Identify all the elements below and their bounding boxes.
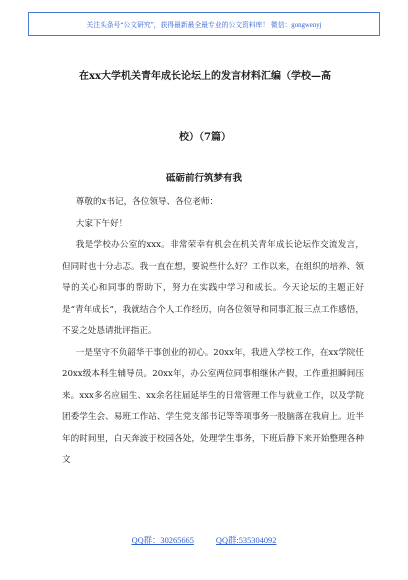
salutation: 尊敬的x书记，各位领导、各位老师： [75, 197, 219, 207]
greeting: 大家下午好！ [75, 218, 128, 229]
document-body [62, 192, 364, 472]
footer-qq-group-1: QQ群：30265665 [131, 536, 194, 545]
header-banner [28, 12, 380, 36]
paragraph-1: 我是学校办公室的xxx。非常荣幸有机会在机关青年成长论坛作交流发言，但同时也十分忐忑。我一直在想，要说些什么好？工作以来，在组织的培养、领导的关心和同事的帮助下，努力在实践中学习和成长。今天论坛的主题正好是“青年成长”，我就结合个人工作经历，向各位领导和同事汇报三点工作感悟，不妥之处恳请批评指正。 [62, 240, 364, 336]
paragraph-2: 一是坚守不负韶华干事创业的初心。20xx年，我进入学校工作，在xx学院任20xx级本科生辅导员。20xx年，办公室两位同事相继休产假，工作重担瞬间压来。xxx多名应届生、xx余名往届延毕生的日常管理工作与就业工作，以及学院团委学生会、易班工作站、学生党支部书记等等项事务一股脑落在我肩上。近半年的时间里，白天奔波于校园各处，处理学生事务，下班后静下来开始整理各种文 [62, 347, 364, 465]
header-banner-text: 关注头条号“公文研究”，获得最新最全最专业的公文资料库！ 微信：gongwenyj [86, 22, 322, 29]
document-title-line-2: 校）（7篇） [179, 132, 231, 143]
document-subtitle: 砥砺前行筑梦有我 [165, 173, 242, 184]
document-title-line-1: 在xx大学机关青年成长论坛上的发言材料汇编（学校—高 [79, 71, 331, 82]
footer-qq-group-2: QQ群:535304092 [215, 536, 277, 545]
footer [0, 534, 408, 546]
